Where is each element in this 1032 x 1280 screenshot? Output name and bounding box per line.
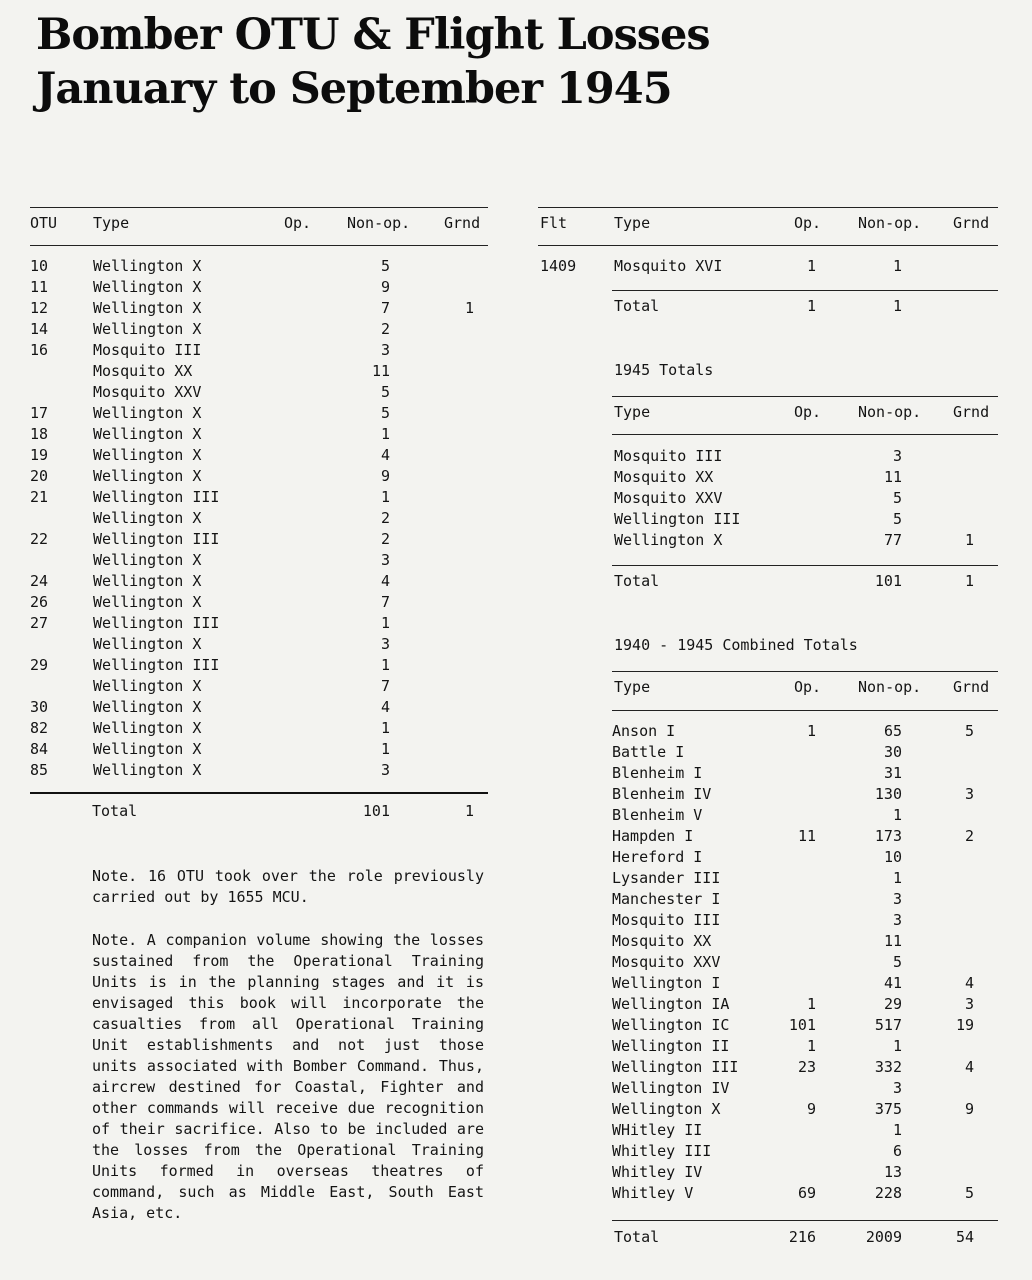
table-row [0,994,1032,1015]
table-row [0,931,1032,952]
cell-op: 11 [797,827,816,845]
table-row [0,613,1032,634]
table-row [0,530,1032,551]
header-bottom-rule [30,245,488,246]
total-nonop: 101 [362,802,390,820]
table-row [0,446,1032,467]
cell-otu: 17 [30,404,49,422]
table-row [0,805,1032,826]
total-label: Total [92,802,138,820]
cell-otu: 30 [30,698,49,716]
cell-type: Mosquito XVI [614,257,723,275]
cell-nonop: 29 [883,995,902,1013]
cell-otu: 14 [30,320,49,338]
cell-nonop: 4 [380,446,390,464]
cell-type: Wellington X [93,257,202,275]
table-row [0,550,1032,571]
table-row [0,973,1032,994]
cell-nonop: 5 [892,489,902,507]
cell-op: 9 [806,1100,816,1118]
cell-nonop: 9 [380,467,390,485]
header-grnd: Grnd [444,214,481,232]
cell-nonop: 11 [371,362,390,380]
table-top-rule [612,671,998,672]
cell-nonop: 1 [892,806,902,824]
cell-nonop: 2 [380,509,390,527]
total-label: Total [614,1228,660,1246]
cell-nonop: 11 [883,932,902,950]
table-row [0,1099,1032,1120]
cell-type: Mosquito XXV [93,383,202,401]
cell-nonop: 13 [883,1163,902,1181]
header-nonop: Non-op. [858,678,922,696]
cell-type: Wellington X [93,698,202,716]
cell-type: Wellington III [93,656,220,674]
cell-type: Whitley IV [612,1163,703,1181]
cell-type: Wellington III [93,530,220,548]
cell-otu: 29 [30,656,49,674]
cell-type: Wellington X [93,551,202,569]
cell-type: Blenheim IV [612,785,712,803]
table-row [0,1162,1032,1183]
header-bottom-rule [538,245,998,246]
cell-type: Wellington X [93,677,202,695]
cell-type: Wellington III [93,488,220,506]
header-bottom-rule [612,434,998,435]
cell-otu: 22 [30,530,49,548]
total-grnd: 1 [464,802,474,820]
cell-nonop: 9 [380,278,390,296]
cell-otu: 82 [30,719,49,737]
cell-nonop: 65 [883,722,902,740]
table-row [0,847,1032,868]
cell-otu: 12 [30,299,49,317]
table-row [0,889,1032,910]
header-type: Type [614,214,651,232]
table-row [0,382,1032,403]
table-row [0,1120,1032,1141]
cell-otu: 21 [30,488,49,506]
cell-nonop: 375 [874,1100,902,1118]
cell-type: Wellington X [93,299,202,317]
total-rule [612,290,998,291]
cell-type: Wellington II [612,1037,730,1055]
cell-type: Wellington X [612,1100,721,1118]
cell-type: Wellington I [612,974,721,992]
cell-nonop: 517 [874,1016,902,1034]
cell-otu: 16 [30,341,49,359]
cell-nonop: 7 [380,299,390,317]
cell-type: Mosquito III [93,341,202,359]
cell-type: Wellington IA [612,995,730,1013]
header-flt: Flt [540,214,568,232]
cell-type: Hereford I [612,848,703,866]
cell-otu: 10 [30,257,49,275]
cell-type: Wellington X [93,740,202,758]
cell-type: Wellington IC [612,1016,730,1034]
header-type: Type [93,214,130,232]
title-line-2: January to September 1945 [36,64,672,114]
table-row [0,509,1032,530]
header-grnd: Grnd [953,214,990,232]
cell-nonop: 1 [380,719,390,737]
total-rule [612,1220,998,1221]
cell-type: Mosquito XX [93,362,193,380]
cell-nonop: 1 [892,869,902,887]
table-row [0,488,1032,509]
table-row [0,655,1032,676]
table-row [0,1015,1032,1036]
total-grnd: 54 [955,1228,974,1246]
cell-nonop: 3 [380,341,390,359]
cell-nonop: 3 [892,890,902,908]
cell-nonop: 6 [892,1142,902,1160]
cell-otu: 24 [30,572,49,590]
table-top-rule [30,207,488,208]
cell-nonop: 1 [380,425,390,443]
cell-nonop: 3 [380,551,390,569]
cell-type: Mosquito XXV [614,489,723,507]
table-row [0,697,1032,718]
note-text: Note. A companion volume showing the losses sustained from the Operational Training Units is in the planning stages and it is envisaged this book will incorporate the casualties from all Operational Training Unit establishments and not just those units associated with Bomber Command. Thus, aircrew destined for Coastal, Fighter and other commands will receive due recognition of their sacrifice. Also to be included are the losses from the Operational Training Units formed in overseas theatres of command, such as Middle East, South East Asia, etc. [92,931,484,1222]
table-row [0,1057,1032,1078]
cell-type: Whitley III [612,1142,712,1160]
cell-op: 69 [797,1184,816,1202]
cell-grnd: 5 [964,1184,974,1202]
cell-nonop: 2 [380,530,390,548]
cell-nonop: 1 [892,257,902,275]
cell-type: Wellington X [614,531,723,549]
total-nonop: 2009 [865,1228,902,1246]
cell-type: Lysander III [612,869,721,887]
cell-nonop: 228 [874,1184,902,1202]
cell-type: Mosquito III [614,447,723,465]
cell-nonop: 3 [892,447,902,465]
table-row [0,592,1032,613]
cell-type: Battle I [612,743,685,761]
cell-grnd: 1 [964,531,974,549]
header-grnd: Grnd [953,678,990,696]
header-otu: OTU [30,214,58,232]
cell-grnd: 9 [964,1100,974,1118]
total-label: Total [614,572,660,590]
table-row [0,256,1032,277]
cell-nonop: 5 [380,257,390,275]
cell-nonop: 173 [874,827,902,845]
cell-op: 1 [806,1037,816,1055]
cell-nonop: 5 [892,510,902,528]
cell-grnd: 3 [964,995,974,1013]
header-grnd: Grnd [953,403,990,421]
cell-nonop: 30 [883,743,902,761]
table-row [0,721,1032,742]
cell-nonop: 1 [380,614,390,632]
cell-otu: 20 [30,467,49,485]
table-row [0,826,1032,847]
section-label-combined: 1940 - 1945 Combined Totals [614,636,858,654]
cell-nonop: 3 [380,761,390,779]
cell-otu: 18 [30,425,49,443]
table-row [0,277,1032,298]
note-text: Note. 16 OTU took over the role previously carried out by 1655 MCU. [92,867,484,906]
total-label: Total [614,297,660,315]
cell-nonop: 7 [380,593,390,611]
cell-type: Whitley V [612,1184,694,1202]
table-row [0,910,1032,931]
header-nonop: Non-op. [858,403,922,421]
cell-type: Wellington X [93,719,202,737]
cell-grnd: 3 [964,785,974,803]
cell-grnd: 2 [964,827,974,845]
cell-nonop: 1 [892,1037,902,1055]
cell-nonop: 5 [380,383,390,401]
header-op: Op. [284,214,312,232]
cell-type: Wellington III [93,614,220,632]
cell-grnd: 5 [964,722,974,740]
table-row [0,868,1032,889]
cell-nonop: 1 [380,656,390,674]
cell-nonop: 1 [892,1121,902,1139]
cell-otu: 19 [30,446,49,464]
cell-grnd: 4 [964,974,974,992]
total-nonop: 1 [892,297,902,315]
table-row [0,1078,1032,1099]
cell-nonop: 4 [380,572,390,590]
cell-type: Mosquito III [612,911,721,929]
cell-nonop: 5 [892,953,902,971]
cell-otu: 11 [30,278,49,296]
cell-op: 1 [806,257,816,275]
cell-otu: 26 [30,593,49,611]
header-nonop: Non-op. [347,214,411,232]
total-rule [612,565,998,566]
cell-type: Wellington X [93,593,202,611]
table-top-rule [612,396,998,397]
cell-nonop: 11 [883,468,902,486]
cell-op: 1 [806,995,816,1013]
cell-nonop: 4 [380,698,390,716]
cell-type: Manchester I [612,890,721,908]
cell-nonop: 3 [892,1079,902,1097]
header-type: Type [614,678,651,696]
cell-type: Wellington X [93,446,202,464]
cell-type: Wellington X [93,761,202,779]
table-row [0,763,1032,784]
cell-type: Wellington IV [612,1079,730,1097]
cell-nonop: 77 [883,531,902,549]
table-row [0,952,1032,973]
cell-grnd: 1 [464,299,474,317]
table-row [0,361,1032,382]
cell-type: Wellington X [93,467,202,485]
table-row [0,784,1032,805]
cell-type: Wellington X [93,572,202,590]
cell-otu: 84 [30,740,49,758]
cell-grnd: 4 [964,1058,974,1076]
table-row [0,340,1032,361]
header-type: Type [614,403,651,421]
table-row [0,742,1032,763]
cell-grnd: 19 [955,1016,974,1034]
section-label-1945: 1945 Totals [614,361,714,379]
table-row [0,634,1032,655]
cell-type: Mosquito XX [612,932,712,950]
header-op: Op. [794,678,822,696]
cell-nonop: 10 [883,848,902,866]
table-row [0,319,1032,340]
cell-type: Wellington X [93,635,202,653]
cell-op: 1 [806,722,816,740]
cell-type: Mosquito XXV [612,953,721,971]
cell-nonop: 130 [874,785,902,803]
cell-nonop: 41 [883,974,902,992]
header-op: Op. [794,214,822,232]
cell-otu: 27 [30,614,49,632]
cell-type: Hampden I [612,827,694,845]
cell-type: Wellington X [93,404,202,422]
cell-otu: 85 [30,761,49,779]
table-top-rule [538,207,998,208]
cell-type: Wellington III [612,1058,739,1076]
cell-op: 23 [797,1058,816,1076]
table-row [0,1036,1032,1057]
cell-nonop: 31 [883,764,902,782]
cell-type: Wellington X [93,278,202,296]
cell-type: Mosquito XX [614,468,714,486]
cell-type: Wellington X [93,425,202,443]
total-grnd: 1 [964,572,974,590]
header-nonop: Non-op. [858,214,922,232]
header-op: Op. [794,403,822,421]
cell-nonop: 3 [892,911,902,929]
cell-type: Anson I [612,722,676,740]
cell-type: Wellington X [93,509,202,527]
table-row [0,467,1032,488]
cell-type: Wellington X [93,320,202,338]
cell-nonop: 1 [380,488,390,506]
cell-nonop: 5 [380,404,390,422]
cell-op: 101 [788,1016,816,1034]
total-nonop: 101 [874,572,902,590]
cell-nonop: 1 [380,740,390,758]
cell-type: Blenheim V [612,806,703,824]
total-op: 1 [806,297,816,315]
cell-flt: 1409 [540,257,577,275]
cell-type: Wellington III [614,510,741,528]
title-line-1: Bomber OTU & Flight Losses [36,10,710,60]
cell-type: WHitley II [612,1121,703,1139]
total-op: 216 [788,1228,816,1246]
table-row [0,1141,1032,1162]
page-title [36,8,710,116]
header-bottom-rule [612,710,998,711]
cell-nonop: 332 [874,1058,902,1076]
cell-nonop: 7 [380,677,390,695]
cell-nonop: 2 [380,320,390,338]
table-row [0,1183,1032,1204]
cell-nonop: 3 [380,635,390,653]
cell-type: Blenheim I [612,764,703,782]
